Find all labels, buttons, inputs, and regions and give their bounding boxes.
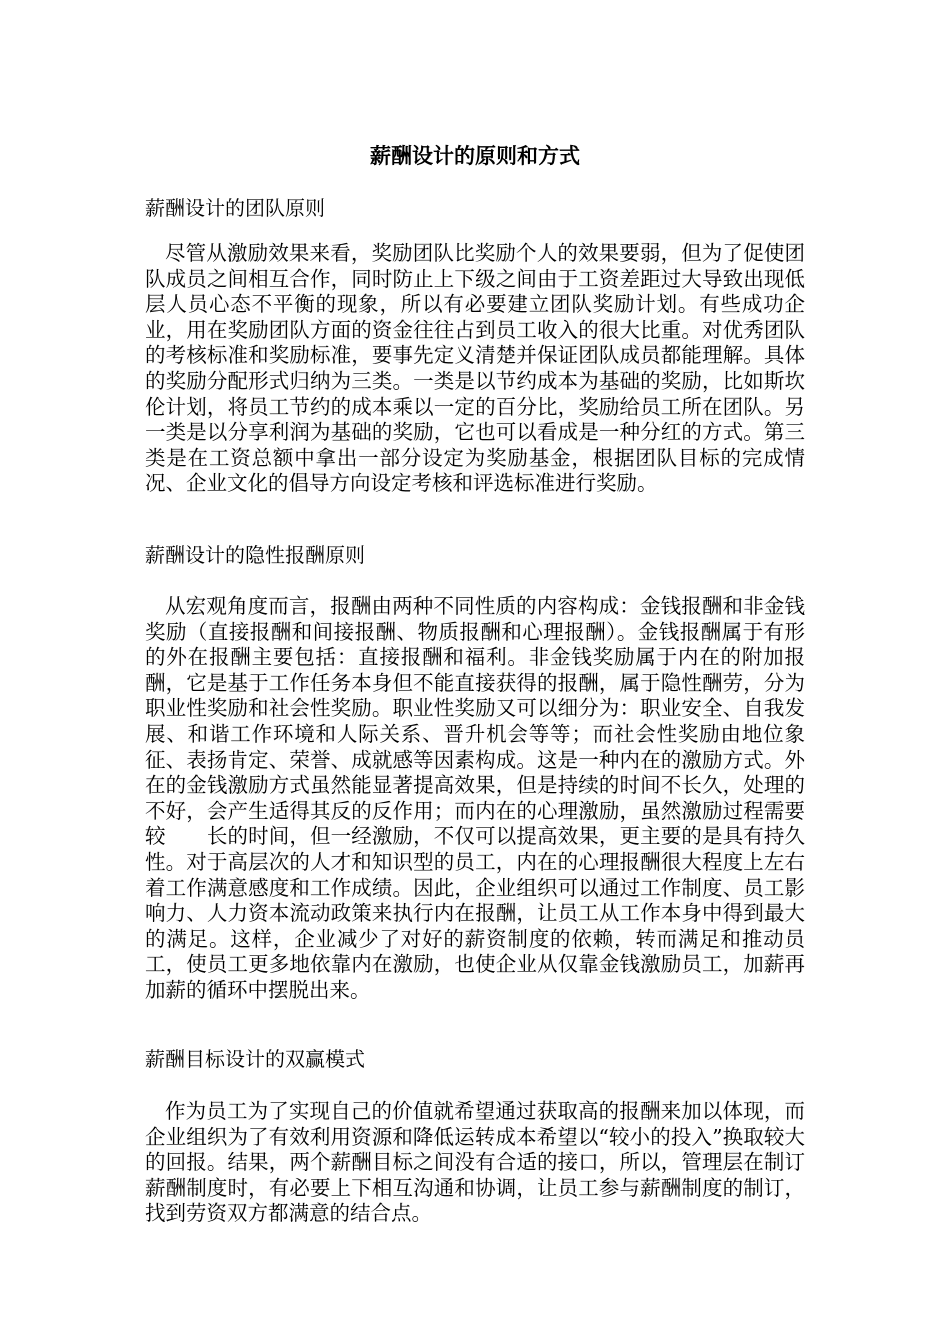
section-paragraph-implicit-reward-principle: 从宏观角度而言，报酬由两种不同性质的内容构成：金钱报酬和非金钱奖励（直接报酬和间接报酬、物质报酬和心理报酬）。金钱报酬属于有形的外在报酬主要包括：直接报酬和福利。非金钱奖励属于内在的附加报酬，它是基于工作任务本身但不能直接获得的报酬，属于隐性酬劳，分为职业性奖励和社会性奖励。职业性奖励又可以细分为：职业安全、自我发展、和谐工作环境和人际关系、晋升机会等等；而社会性奖励由地位象征、表扬肯定、荣誉、成就感等因素构成。这是一种内在的激励方式。外在的金钱激励方式虽然能显著提高效果，但是持续的时间不长久，处理的不好，会产生适得其反的反作用；而内在的心理激励，虽然激励过程需要较 长的时间，但一经激励，不仅可以提高效果，更主要的是具有持久性。对于高层次的人才和知识型的员工，内在的心理报酬很大程度上左右着工作满意感度和工作成绩。因此，企业组织可以通过工作制度、员工影响力、人力资本流动政策来执行内在报酬，让员工从工作本身中得到最大的满足。这样，企业减少了对好的薪资制度的依赖，转而满足和推动员工，使员工更多地依靠内在激励，也使企业从仅靠金钱激励员工，加薪再加薪的循环中摆脱出来。 (145, 594, 805, 1002)
section-heading-win-win-model: 薪酬目标设计的双赢模式 (145, 1047, 365, 1071)
section-paragraph-team-principle: 尽管从激励效果来看，奖励团队比奖励个人的效果要弱，但为了促使团队成员之间相互合作，同时防止上下级之间由于工资差距过大导致出现低层人员心态不平衡的现象，所以有必要建立团队奖励计划。有些成功企业，用在奖励团队方面的资金往往占到员工收入的很大比重。对优秀团队的考核标准和奖励标准，要事先定义清楚并保证团队成员都能理解。具体的奖励分配形式归纳为三类。一类是以节约成本为基础的奖励，比如斯坎伦计划，将员工节约的成本乘以一定的百分比，奖励给员工所在团队。另一类是以分享利润为基础的奖励，它也可以看成是一种分红的方式。第三类是在工资总额中拿出一部分设定为奖励基金，根据团队目标的完成情况、企业文化的倡导方向设定考核和评选标准进行奖励。 (145, 241, 805, 496)
section-paragraph-win-win-model: 作为员工为了实现自己的价值就希望通过获取高的报酬来加以体现，而企业组织为了有效利用资源和降低运转成本希望以“较小的投入”换取较大的回报。结果，两个薪酬目标之间没有合适的接口，所以，管理层在制订薪酬制度时，有必要上下相互沟通和协调，让员工参与薪酬制度的制订，找到劳资双方都满意的结合点。 (145, 1099, 805, 1226)
document-title: 薪酬设计的原则和方式 (370, 143, 580, 168)
section-heading-team-principle: 薪酬设计的团队原则 (145, 196, 325, 220)
section-heading-implicit-reward-principle: 薪酬设计的隐性报酬原则 (145, 543, 365, 567)
